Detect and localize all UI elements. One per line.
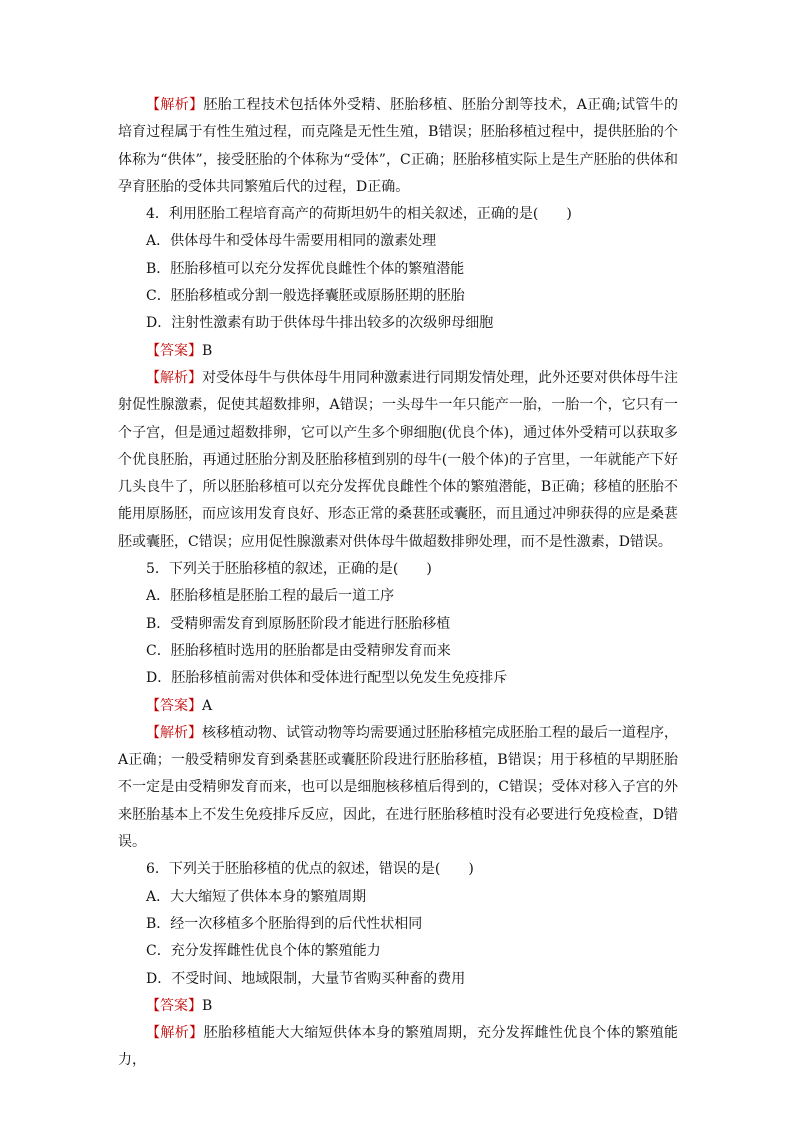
question-6-analysis [118, 1020, 678, 1075]
answer-value: A [202, 697, 213, 714]
question-4-option-a: A．供体母牛和受体母牛需要用相同的激素处理 [146, 233, 437, 250]
answer-tag: 【答案】 [146, 342, 202, 359]
analysis-tag: 【解析】 [146, 369, 202, 386]
question-4-option-d: D．注射性激素有助于供体母牛排出较多的次级卵母细胞 [146, 315, 494, 332]
question-5-option-b: B．受精卵需发育到原肠胚阶段才能进行胚胎移植 [146, 615, 451, 632]
question-6-option-a: A．大大缩短了供体本身的繁殖周期 [146, 888, 367, 905]
analysis-tag: 【解析】 [146, 724, 202, 741]
question-6-option-d: D．不受时间、地域限制，大量节省购买种畜的费用 [146, 970, 466, 987]
analysis-paragraph-3 [118, 92, 678, 201]
question-5-stem: 5．下列关于胚胎移植的叙述，正确的是( ) [146, 561, 432, 578]
analysis-text: 胚胎移植能大大缩短供体本身的繁殖周期，充分发挥雌性优良个体的繁殖能力， [118, 1025, 679, 1069]
question-4-stem: 4．利用胚胎工程培育高产的荷斯坦奶牛的相关叙述，正确的是( ) [146, 206, 572, 223]
analysis-text: 对受体母牛与供体母牛用同种激素进行同期发情处理，此外还要对供体母牛注射促性腺激素，促使其超数排卵，A错误；一头母牛一年只能产一胎，一胎一个，它只有一个子宫，但是通过超数排卵，它可以产生多个卵细胞(优良个体)，通过体外受精可以获取多个优良胚胎，再通过胚胎分割及胚胎移植到别的母牛(一般个体)的子宫里，一年就能产下好几头良牛了，所以胚胎移植可以充分发挥优良雌性个体的繁殖潜能，B正确；移植的胚胎不能用原肠胚，而应该用发育良好、形态正常的桑葚胚或囊胚，而且通过冲卵获得的应是桑葚胚或囊胚，C错误；应用促性腺激素对供体母牛做超数排卵处理，而不是性激素，D错误。 [118, 369, 678, 550]
question-4-option-b: B．胚胎移植可以充分发挥优良雌性个体的繁殖潜能 [146, 260, 465, 277]
question-5-answer [118, 693, 678, 720]
answer-value: B [202, 997, 213, 1014]
question-5-option-d: D．胚胎移植前需对供体和受体进行配型以免发生免疫排斥 [146, 670, 508, 687]
question-6-stem: 6．下列关于胚胎移植的优点的叙述，错误的是( ) [146, 861, 474, 878]
analysis-text: 核移植动物、试管动物等均需要通过胚胎移植完成胚胎工程的最后一道程序，A正确；一般受精卵发育到桑葚胚或囊胚阶段进行胚胎移植，B错误；用于移植的早期胚胎不一定是由受精卵发育而来，也可以是细胞核移植后得到的，C错误；受体对移入子宫的外来胚胎基本上不发生免疫排斥反应，因此，在进行胚胎移植时没有必要进行免疫检查，D错误。 [118, 724, 678, 851]
question-6-option-b: B．经一次移植多个胚胎得到的后代性状相同 [146, 915, 423, 932]
question-4-analysis [118, 365, 678, 556]
analysis-tag: 【解析】 [146, 1025, 204, 1042]
question-6-answer [118, 993, 678, 1020]
analysis-text: 胚胎工程技术包括体外受精、胚胎移植、胚胎分割等技术，A正确;试管牛的培育过程属于有性生殖过程，而克隆是无性生殖，B错误；胚胎移植过程中，提供胚胎的个体称为“供体”，接受胚胎的个体称为“受体”，C正确；胚胎移植实际上是生产胚胎的供体和孕育胚胎的受体共同繁殖后代的过程，D正确。 [118, 97, 679, 195]
question-5-option-a: A．胚胎移植是胚胎工程的最后一道工序 [146, 588, 395, 605]
analysis-tag: 【解析】 [146, 97, 204, 113]
question-5-option-c: C．胚胎移植时选用的胚胎都是由受精卵发育而来 [146, 642, 451, 659]
answer-tag: 【答案】 [146, 997, 202, 1014]
question-4-option-c: C．胚胎移植或分割一般选择囊胚或原肠胚期的胚胎 [146, 288, 465, 305]
document-content [118, 92, 678, 1075]
answer-tag: 【答案】 [146, 697, 202, 714]
question-6-option-c: C．充分发挥雌性优良个体的繁殖能力 [146, 943, 381, 960]
question-4-answer [118, 338, 678, 365]
answer-value: B [202, 342, 213, 359]
question-5-analysis [118, 720, 678, 856]
